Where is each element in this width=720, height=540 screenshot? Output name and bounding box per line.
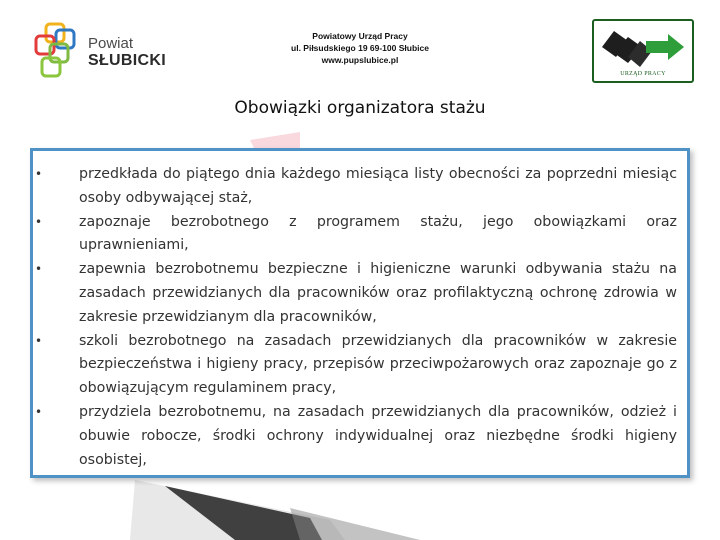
powiat-slubicki-logo bbox=[30, 18, 172, 80]
logo-line1: Powiat bbox=[88, 35, 134, 52]
urzad-pracy-emblem-icon bbox=[594, 23, 692, 71]
list-item bbox=[33, 211, 687, 259]
duty-text: zapoznaje bezrobotnego z programem stażu, jego obowiązkami oraz uprawnieniami, bbox=[79, 213, 677, 254]
duty-text: szkoli bezrobotnego na zasadach przewidzianych dla pracowników w zakresie bezpieczeństwa i higieny pracy, przepisów przeciwpożarowych oraz zapoznaje go z obowiązującym regulaminem pracy, bbox=[79, 332, 677, 397]
page-title: Obowiązki organizatora stażu bbox=[234, 98, 486, 118]
office-info bbox=[230, 30, 490, 66]
bullet-icon: • bbox=[35, 262, 43, 277]
duty-text: zapewnia bezrobotnemu bezpieczne i higieniczne warunki odbywania stażu na zasadach przewidzianych dla pracowników oraz profilaktyczną ochronę zdrowia w zakresie przewidzianym dla pracowników, bbox=[79, 261, 677, 325]
office-website[interactable]: www.pupslubice.pl bbox=[321, 55, 399, 65]
duty-text: przedkłada do piątego dnia każdego miesiąca listy obecności za poprzedni miesiąc osoby odbywającej staż, bbox=[79, 166, 677, 206]
logo-squares-icon bbox=[30, 18, 82, 80]
urzad-pracy-label: URZĄD PRACY bbox=[620, 71, 666, 77]
urzad-pracy-logo bbox=[592, 19, 694, 83]
list-item bbox=[33, 330, 687, 401]
list-item bbox=[33, 401, 687, 472]
list-item bbox=[33, 163, 687, 211]
duties-list bbox=[33, 163, 687, 472]
office-name: Powiatowy Urząd Pracy bbox=[312, 31, 408, 41]
bullet-icon: • bbox=[35, 214, 43, 229]
bullet-icon: • bbox=[35, 333, 43, 348]
duties-box bbox=[30, 148, 690, 478]
bullet-icon: • bbox=[35, 167, 43, 181]
list-item bbox=[33, 258, 687, 329]
logo-line2: SŁUBICKI bbox=[88, 52, 166, 69]
duty-text: przydziela bezrobotnemu, na zasadach przewidzianych dla pracowników, odzież i obuwie robocze, środki ochrony indywidualnej oraz niezbędne środki higieny osobistej, bbox=[79, 403, 677, 468]
bullet-icon: • bbox=[35, 404, 43, 419]
office-address: ul. Piłsudskiego 19 69-100 Słubice bbox=[291, 43, 429, 53]
